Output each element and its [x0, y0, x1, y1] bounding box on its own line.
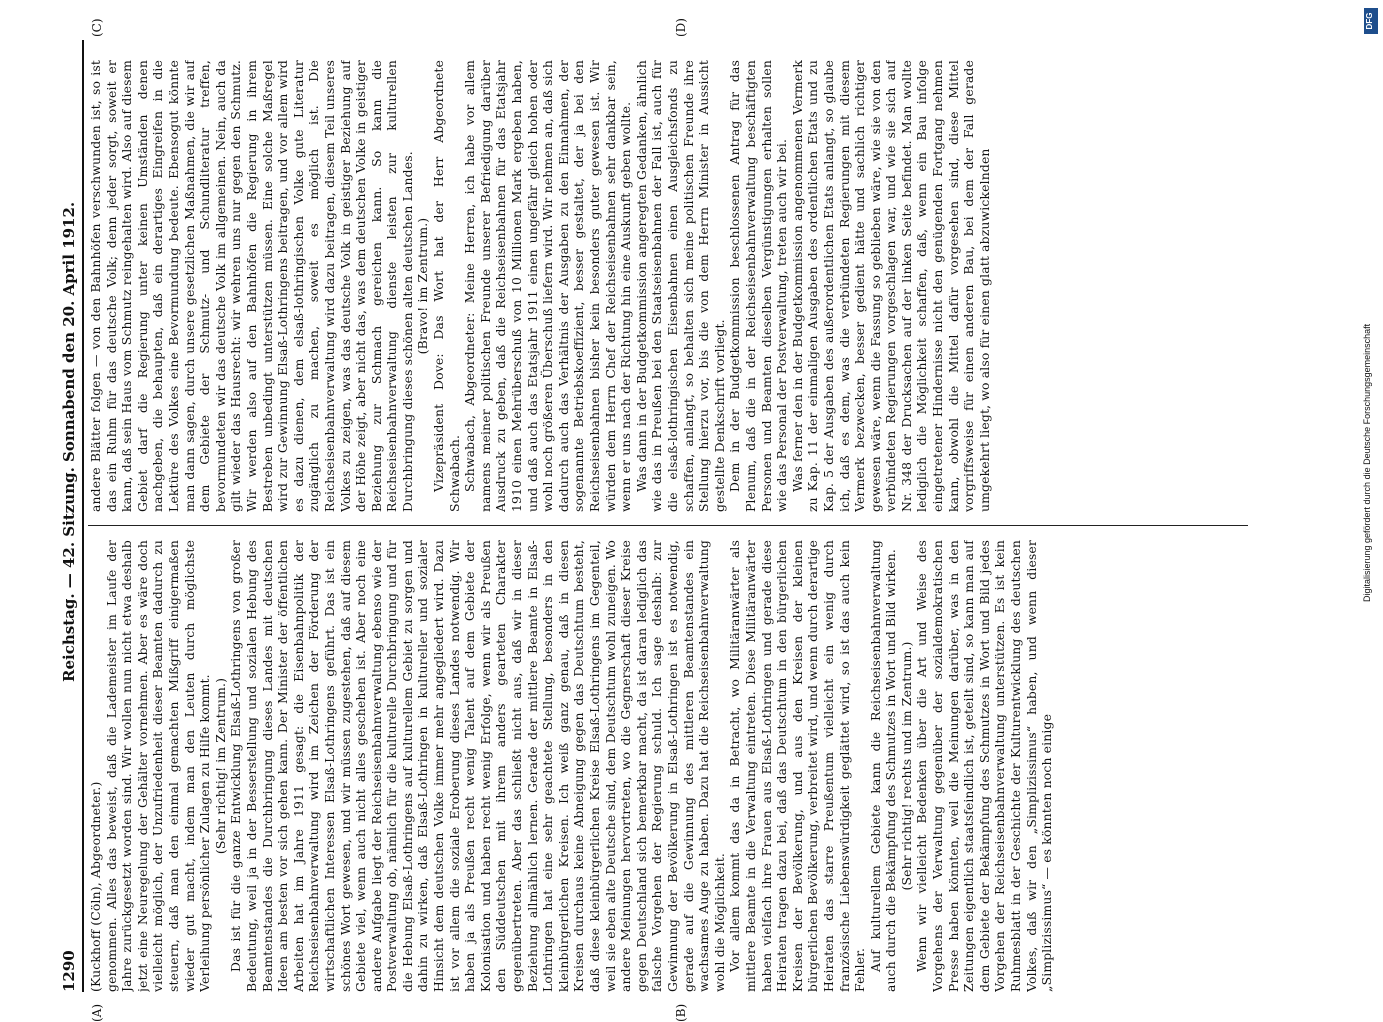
page-header — [54, 40, 84, 992]
right-column-paragraph: Was dann in der Budgetkommission angeregten Gedanken, ähnlich wie das in Preußen bei den Staatseisenbahnen der Fall ist, auch für die elsaß-lothringischen Eisenbahnen einen Ausgleichsfonds zu schaffen, anlangt, so behalten sich meine politischen Freunde ihre Stellung hierzu vor, bis die von dem Herrn Minister in Aussicht gestellte Denkschrift vorliegt. — [633, 60, 727, 512]
margin-mark-d: (D) — [674, 18, 688, 37]
left-column-paragraph: (Sehr richtig! rechts und im Zentrum.) — [898, 641, 914, 891]
left-column-paragraph: Vor allem kommt das da in Betracht, wo Militäranwärter als mittlere Beamte in die Verwaltung eintreten. Diese Militäranwärter haben vielfach ihre Frauen aus Elsaß-Lothringen und gerade diese Heiraten tragen dazu bei, daß das Deutschtum in den bürgerlichen Kreisen der Bevölkerung, und aus den Kreisen der kleinen bürgerlichen Bevölkerung, verbreitet wird, und wenn durch derartige Heiraten das starre Preußentum vielleicht ein wenig durch französische Liebenswürdigkeit geglättet wird, so ist das auch kein Fehler. — [727, 540, 868, 992]
right-text-column — [88, 60, 1248, 512]
left-column-paragraph: Das ist für die ganze Entwicklung Elsaß-Lothringens von großer Bedeutung, weil ja in der Besserstellung und sozialen Hebung des Beamtenstandes die Durchbringung dieses Landes mit deutschen Ideen am besten vor sich gehen kann. Der Minister der öffentlichen Arbeiten hat im Jahre 1911 gesagt: die Eisenbahnpolitik der Reichseisenbahnverwaltung wird im Zeichen der Förderung der wirtschaftlichen Interessen Elsaß-Lothringens geführt. Das ist ein schönes Wort gewesen, und wir müssen zugestehen, daß auf diesem Gebiete viel, wenn auch nicht alles geschehen ist. Aber noch eine andere Aufgabe liegt der Reichseisenbahnverwaltung ebenso wie der Postverwaltung ob, nämlich für die kulturelle Durchbringung und für die Hebung Elsaß-Lothringens auf kulturellem Gebiet zu sorgen und dahin zu wirken, daß Elsaß-Lothringen in kultureller und sozialer Hinsicht dem deutschen Volke immer mehr angegliedert wird. Dazu ist vor allem die soziale Eroberung dieses Landes notwendig. Wir haben ja als Preußen recht wenig Talent auf dem Gebiete der Kolonisation und haben recht wenig Erfolge, wenn wir als Preußen den Süddeutschen mit ihrem anders gearteten Charakter gegenübertreten. Aber das schließt nicht aus, daß wir in dieser Beziehung allmählich lernen. Gerade der mittlere Beamte in Elsaß-Lothringen hat eine sehr geachtete Stellung, besonders in den kleinbürgerlichen Kreisen. Ich weiß ganz genau, daß in diesen Kreisen durchaus keine Abneigung gegen das Deutschtum besteht, daß diese kleinbürgerlichen Kreise Elsaß-Lothringens im Gegenteil, weil sie eben alte Deutsche sind, dem Deutschtum wohl zuneigen. Wo andere Meinungen hervortreten, wo die Gegnerschaft dieser Kreise gegen Deutschland sich bemerkbar macht, da ist daran lediglich das falsche Vorgehen der Regierung schuld. Ich sage deshalb: zur Gewinnung der Bevölkerung in Elsaß-Lothringen ist es notwendig, gerade auf die Gewinnung des mittleren Beamtenstandes ein wachsames Auge zu haben. Dazu hat die Reichseisenbahnverwaltung wohl die Möglichkeit. — [228, 540, 727, 992]
page-number: 1290 — [60, 950, 78, 992]
margin-mark-b: (B) — [674, 1003, 688, 1022]
margin-mark-c: (C) — [90, 18, 104, 37]
column-divider — [88, 525, 1248, 526]
dfg-logo-badge: DFG — [1364, 8, 1378, 34]
margin-mark-a: (A) — [90, 1003, 104, 1022]
left-column-paragraph: Auf kulturellem Gebiete kann die Reichseisenbahnverwaltung auch durch die Bekämpfung des Schmutzes in Wort und Bild wirken. — [867, 540, 899, 992]
right-column-paragraph: Was ferner den in der Budgetkommission angenommenen Vermerk zu Kap. 11 der einmaligen Ausgaben des ordentlichen Etats und zu Kap. 5 der Ausgaben des außerordentlichen Etats anlangt, so glaube ich, daß es dem, was die verbündeten Regierungen mit diesem Vermerk bezwecken, besser gedient hätte und sachlich richtiger gewesen wäre, wenn die Fassung so geblieben wäre, wie sie von den verbündeten Regierungen vorgeschlagen war, und wie sie sich auf Nr. 348 der Drucksachen auf der linken Seite befindet. Man wollte lediglich die Möglichkeit schaffen, daß, wenn ein Bau infolge eingetretener Hindernisse nicht den genügenden Fortgang nehmen kann, obwohl die Mittel dafür vorgesehen sind, diese Mittel vorgriffsweise für einen anderen Bau, bei dem der Fall gerade umgekehrt liegt, wo also für einen glatt abzuwickelnden — [789, 60, 992, 512]
header-rule — [82, 40, 84, 992]
left-text-column — [88, 540, 1248, 992]
right-column-paragraph: (Bravo! im Zentrum.) — [415, 217, 431, 355]
right-column-paragraph: andere Blätter folgen — von den Bahnhöfen verschwunden ist, so ist das ein Ruhm für das deutsche Volk; denn jeder sorgt, soweit er kann, daß sein Haus vom Schmutz reingehalten wird. Also auf diesem Gebiet darf die Regierung unter keinen Umständen denen nachgeben, die behaupten, daß ein derartiges Eingreifen in die Lektüre des Volkes eine Bevormundung bedeute. Ebensogut könnte man dann sagen, durch unsere gesetzlichen Maßnahmen, die wir auf dem Gebiete der Schmutz- und Schundliteratur treffen, bevormundeten wir das deutsche Volk im allgemeinen. Nein, auch da gilt wieder das Hausrecht: wir wehren uns nur gegen den Schmutz. Wir werden also auf den Bahnhöfen die Regierung in ihrem Bestreben unbedingt unterstützen müssen. Eine solche Maßregel wird zur Gewinnung Elsaß-Lothringens beitragen, und vor allem wird es dazu dienen, dem elsaß-lothringischen Volke gute Literatur zugänglich zu machen, soweit es möglich ist. Die Reichseisenbahnverwaltung wird dazu beitragen, diesem Teil unseres Volkes zu zeigen, was das deutsche Volk in geistiger Beziehung auf der Höhe zeigt, aber nicht das, was dem deutschen Volke in geistiger Beziehung zur Schmach gereichen kann. So kann die Reichseisenbahnverwaltung dienste leisten zur kulturellen Durchbringung dieses schönen alten deutschen Landes. — [88, 60, 415, 512]
right-column-paragraph: Vizepräsident Dove: Das Wort hat der Herr Abgeordnete Schwabach. — [431, 60, 462, 512]
right-column-paragraph: Schwabach, Abgeordneter: Meine Herren, ich habe vor allem namens meiner politischen Freunde unserer Befriedigung darüber Ausdruck zu geben, daß die Reichseisenbahnen für das Etatsjahr 1910 einen Mehrüberschuß von 10 Millionen Mark ergeben haben, und daß auch das Etatsjahr 1911 einen ungefähr gleich hohen oder wohl noch größeren Überschuß liefern wird. Wir nehmen an, daß sich dadurch auch das Verhältnis der Ausgaben zu den Einnahmen, der sogenannte Betriebskoeffizient, besser gestaltet, der ja bei den Reichseisenbahnen bisher kein besonders guter gewesen ist. Wir würden dem Herrn Chef der Reichseisenbahnen sehr dankbar sein, wenn er uns nach der Richtung hin eine Auskunft geben wollte. — [462, 60, 634, 512]
left-column-paragraph: genommen. Alles das beweist, daß die Lademeister im Laufe der Jahre zurückgesetzt worden sind. Wir wollen nun nicht etwa deshalb jetzt eine Neuregelung der Gehälter vornehmen. Aber es wäre doch vielleicht möglich, der Unzufriedenheit dieser Beamten dadurch zu steuern, daß man den einmal gemachten Mißgriff einigermaßen wieder gut macht, indem man den Leuten durch möglichste Verleihung persönlicher Zulagen zu Hilfe kommt. — [103, 540, 213, 992]
left-column-paragraph: Wenn wir vielleicht Bedenken über die Art und Weise des Vorgehens der Verwaltung gegenüber der sozialdemokratischen Presse haben könnten, weil die Meinungen darüber, was in den Zeitungen eigentlich staatsfeindlich ist, geteilt sind, so kann man auf dem Gebiete der Bekämpfung des Schmutzes in Wort und Bild jedes Vorgehen der Reichseisenbahnverwaltung unterstützen. Es ist kein Ruhmesblatt in der Geschichte der Kulturentwicklung des deutschen Volkes, daß wir den „Simplizissimus“ haben, und wenn dieser „Simplizissimus“ — es könnten noch einige — [914, 540, 1055, 992]
left-column-paragraph: (Sehr richtig! im Zentrum.) — [212, 677, 228, 855]
right-column-paragraph: Dem in der Budgetkommission beschlossenen Antrag für das Plenum, daß die in der Reichseisenbahnverwaltung beschäftigten Personen und Beamten dieselben Vergünstigungen erhalten sollen wie das Personal der Postverwaltung, treten auch wir bei. — [727, 60, 790, 512]
left-column-paragraph: (Kuckhoff (Cöln), Abgeordneter.) — [88, 781, 103, 992]
document-page — [54, 18, 1316, 1022]
page-title: Reichstag. — 42. Sitzung. Sonnabend den 20. April 1912. — [60, 201, 78, 682]
digitization-note: Digitalisierung gefördert durch die Deutsche Forschungsgemeinschaft — [1362, 323, 1372, 602]
